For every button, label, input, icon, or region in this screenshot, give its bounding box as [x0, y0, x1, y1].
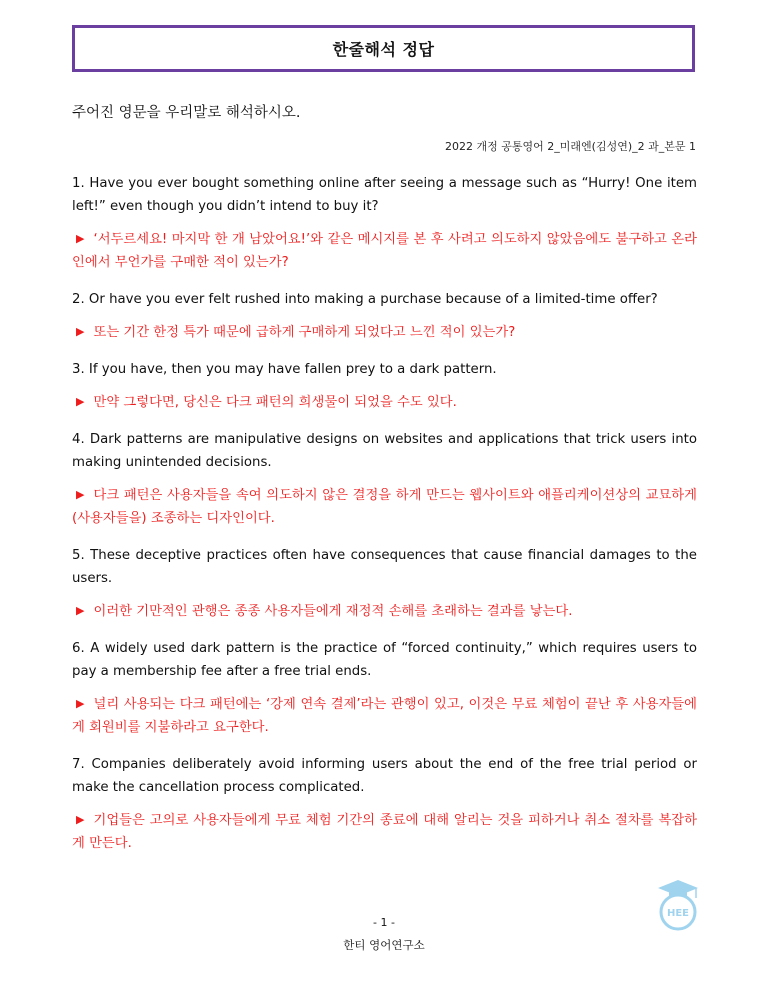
arrow-icon: ▶ — [76, 604, 85, 617]
korean-translation — [72, 692, 697, 739]
arrow-icon: ▶ — [76, 813, 85, 826]
instruction-text: 주어진 영문을 우리말로 해석하시오. — [72, 105, 301, 121]
title-box — [72, 25, 695, 72]
sentence-item-3 — [72, 358, 697, 414]
korean-translation-text: 이러한 기만적인 관행은 종종 사용자들에게 재정적 손해를 초래하는 결과를 낳는다. — [93, 604, 573, 619]
korean-translation-text: 만약 그렇다면, 당신은 다크 패턴의 희생물이 되었을 수도 있다. — [93, 395, 457, 410]
korean-translation-text: ‘서두르세요! 마지막 한 개 남았어요!’와 같은 메시지를 본 후 사려고 의도하지 않았음에도 불구하고 온라인에서 무언가를 구매한 적이 있는가? — [72, 232, 697, 270]
english-sentence: 7. Companies deliberately avoid informing users about the end of the free trial period or make the cancellation process complicated. — [72, 757, 697, 795]
korean-translation — [72, 390, 697, 414]
korean-translation — [72, 227, 697, 274]
page-number: - 1 - — [373, 916, 395, 929]
arrow-icon: ▶ — [76, 232, 85, 245]
arrow-icon: ▶ — [76, 325, 85, 338]
sentence-item-7 — [72, 753, 697, 855]
korean-translation — [72, 483, 697, 530]
english-sentence: 3. If you have, then you may have fallen prey to a dark pattern. — [72, 362, 497, 377]
korean-translation — [72, 808, 697, 855]
sentence-item-1 — [72, 172, 697, 274]
arrow-icon: ▶ — [76, 488, 85, 501]
korean-translation-text: 다크 패턴은 사용자들을 속여 의도하지 않은 결정을 하게 만드는 웹사이트와 애플리케이션상의 교묘하게 (사용자들을) 조종하는 디자인이다. — [72, 488, 697, 526]
korean-translation-text: 널리 사용되는 다크 패턴에는 ‘강제 연속 결제’라는 관행이 있고, 이것은 무료 체험이 끝난 후 사용자들에게 회원비를 지불하라고 요구한다. — [72, 697, 697, 735]
arrow-icon: ▶ — [76, 395, 85, 408]
korean-translation — [72, 320, 697, 344]
korean-translation-text: 또는 기간 한정 특가 때문에 급하게 구매하게 되었다고 느낀 적이 있는가? — [93, 325, 516, 340]
english-sentence: 4. Dark patterns are manipulative designs on websites and applications that trick users into making unintended decisions. — [72, 432, 697, 470]
english-sentence: 5. These deceptive practices often have consequences that cause financial damages to the users. — [72, 548, 697, 586]
english-sentence: 1. Have you ever bought something online after seeing a message such as “Hurry! One item left!” even though you didn’t intend to buy it? — [72, 176, 697, 214]
english-sentence: 6. A widely used dark pattern is the practice of “forced continuity,” which requires users to pay a membership fee after a free trial ends. — [72, 641, 697, 679]
arrow-icon: ▶ — [76, 697, 85, 710]
logo-text: HEE — [666, 908, 690, 919]
sentence-item-4 — [72, 428, 697, 530]
footer-text: 한티 영어연구소 — [343, 938, 425, 952]
page-title: 한줄해석 정답 — [332, 40, 435, 59]
sentence-list — [72, 172, 697, 869]
korean-translation — [72, 599, 697, 623]
english-sentence: 2. Or have you ever felt rushed into making a purchase because of a limited-time offer? — [72, 292, 658, 307]
sentence-item-6 — [72, 637, 697, 739]
sentence-item-5 — [72, 544, 697, 623]
sentence-item-2 — [72, 288, 697, 344]
source-reference: 2022 개정 공통영어 2_미래엔(김성연)_2 과_본문 1 — [445, 140, 696, 153]
korean-translation-text: 기업들은 고의로 사용자들에게 무료 체험 기간의 종료에 대해 알리는 것을 피하거나 취소 절차를 복잡하게 만든다. — [72, 813, 697, 851]
